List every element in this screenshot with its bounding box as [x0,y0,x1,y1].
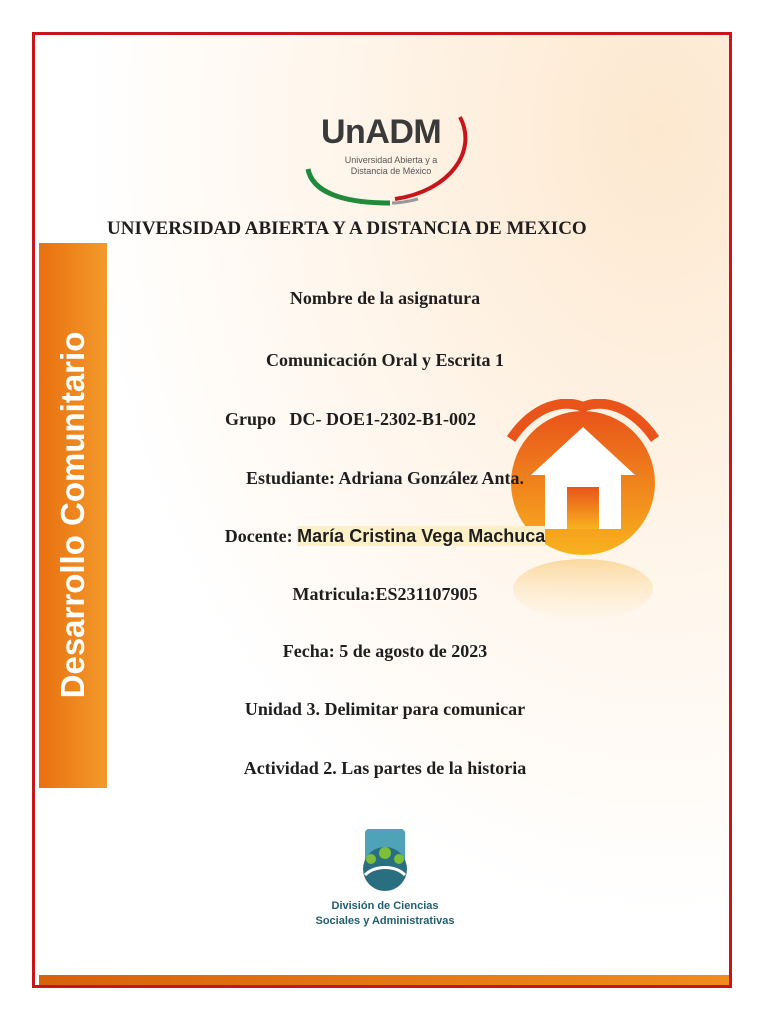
logo-subtitle-line2: Distancia de México [350,166,432,176]
subject-heading: Nombre de la asignatura [289,288,481,308]
page-frame [32,32,732,988]
division-logo-icon [355,825,415,895]
teacher-name: María Cristina Vega Machuca [297,526,546,546]
unit-field: Unidad 3. Delimitar para comunicar [244,699,526,719]
activity-field: Actividad 2. Las partes de la historia [243,758,527,778]
teacher-label: Docente: [224,526,293,546]
enrollment-field: Matricula:ES231107905 [292,584,478,604]
division-name [285,899,485,929]
subject-name: Comunicación Oral y Escrita 1 [266,350,504,370]
date-field: Fecha: 5 de agosto de 2023 [282,641,488,661]
side-label: Desarrollo Comunitario [54,331,91,699]
group-field: Grupo DC- DOE1-2302-B1-002 [225,409,476,429]
bottom-bar [39,975,729,985]
logo-name: UnADM [321,113,442,151]
student-field: Estudiante: Adriana González Anta. [245,468,525,488]
teacher-field [35,526,732,547]
university-name: UNIVERSIDAD ABIERTA Y A DISTANCIA DE MEXICO [107,218,587,239]
division-line2: Sociales y Administrativas [315,915,455,927]
logo-subtitle [331,155,451,177]
logo-subtitle-line1: Universidad Abierta y a [344,155,438,165]
division-line1: División de Ciencias [331,900,439,912]
